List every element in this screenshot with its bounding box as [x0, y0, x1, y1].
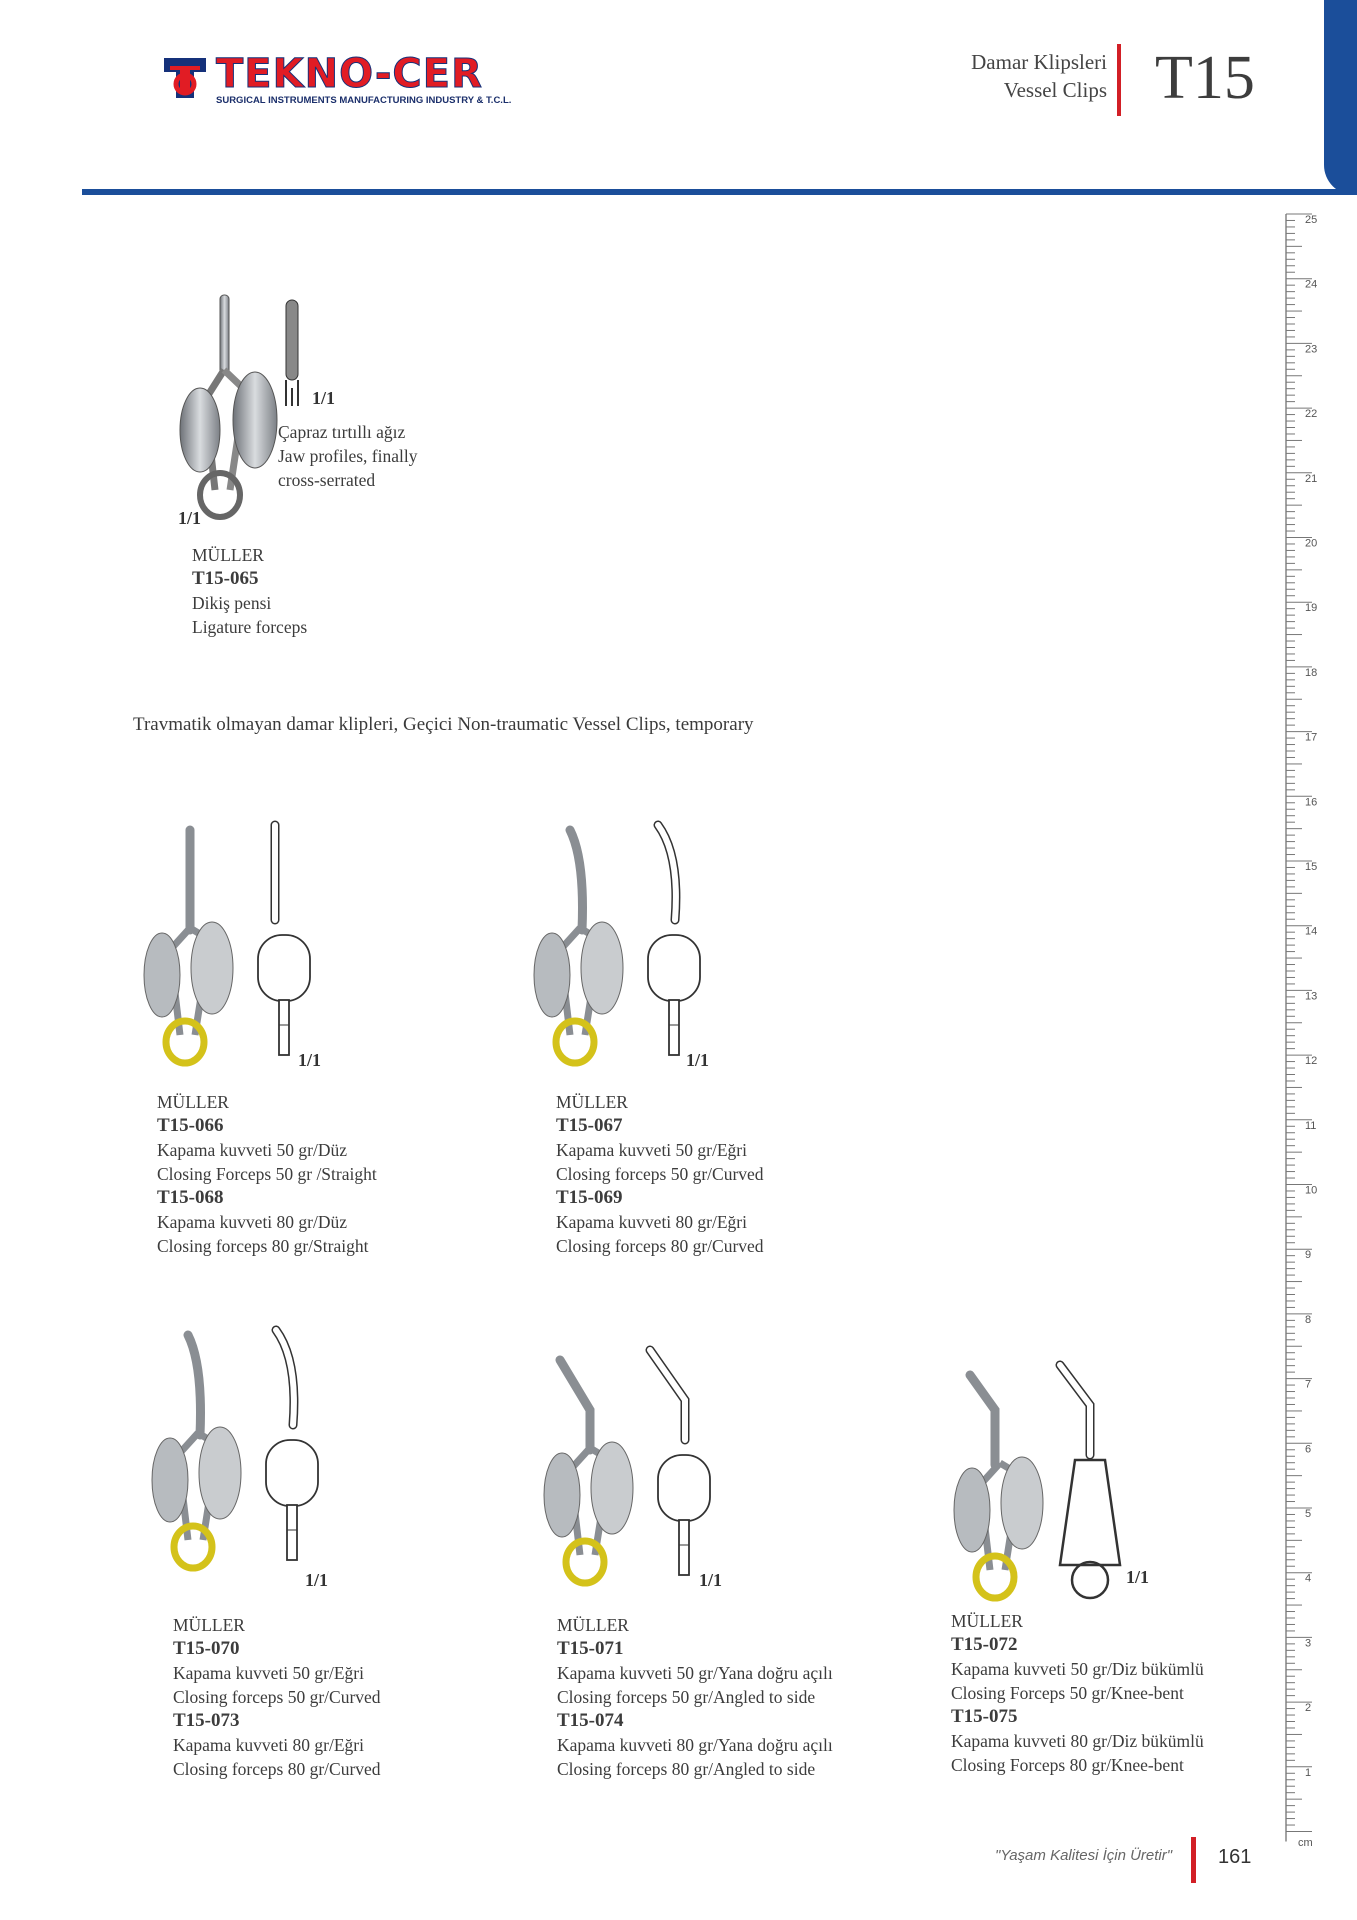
ruler-label: 16: [1305, 796, 1318, 809]
product-description: Closing forceps 80 gr/Angled to side: [557, 1759, 816, 1779]
ruler-label: 9: [1305, 1249, 1312, 1262]
scale-label: 1/1: [699, 1570, 723, 1590]
vessel-clip-image: [148, 1325, 348, 1585]
product-description: Closing forceps 50 gr/Curved: [173, 1687, 381, 1707]
product-maker: MÜLLER: [557, 1615, 629, 1635]
brand-tagline: SURGICAL INSTRUMENTS MANUFACTURING INDUSTRY & T.C.L.: [216, 95, 512, 106]
clip-outline-drawing: [650, 1350, 710, 1575]
product-description: Kapama kuvveti 80 gr/Eğri: [173, 1735, 364, 1755]
ligature-forceps-image: [175, 290, 295, 530]
jaw-profile-note: [278, 420, 417, 492]
ruler-unit: cm: [1298, 1837, 1313, 1849]
product-description: Kapama kuvveti 80 gr/Yana doğru açılı: [557, 1735, 833, 1755]
ruler-label: 13: [1305, 990, 1318, 1003]
ruler-label: 15: [1305, 861, 1318, 873]
jaw-note-line: cross-serrated: [278, 470, 376, 490]
serrated-jaw-detail-image: [282, 298, 302, 408]
ruler-label: 6: [1305, 1443, 1312, 1456]
product-description: Kapama kuvveti 80 gr/Diz bükümlü: [951, 1731, 1204, 1751]
ruler-label: 10: [1305, 1184, 1318, 1197]
ruler-label: 3: [1305, 1637, 1312, 1650]
product-description: Kapama kuvveti 50 gr/Diz bükümlü: [951, 1659, 1204, 1679]
product-description: Closing Forceps 50 gr /Straight: [157, 1164, 377, 1184]
ruler-label: 24: [1305, 278, 1318, 291]
spring-coil: [566, 1541, 604, 1583]
ruler-label: 21: [1305, 472, 1318, 485]
ruler-label: 4: [1305, 1572, 1312, 1585]
vessel-clip-image: [140, 820, 340, 1080]
product-maker: MÜLLER: [173, 1615, 245, 1635]
ruler-label: 7: [1305, 1378, 1312, 1391]
clip-photo: [534, 830, 623, 1063]
product-description: Kapama kuvveti 50 gr/Eğri: [173, 1663, 364, 1683]
scale-label: 1/1: [312, 388, 336, 408]
spring-coil: [976, 1556, 1014, 1598]
header-title-en: Vessel Clips: [1003, 78, 1107, 102]
clip-photo: [152, 1335, 241, 1568]
clip-outline-drawing: [648, 825, 700, 1055]
vessel-clip-image: [540, 1340, 740, 1600]
product-code: T15-073: [173, 1710, 240, 1731]
header-title-tr: Damar Klipsleri: [971, 50, 1107, 74]
product-description: Closing forceps 80 gr/Curved: [556, 1236, 764, 1256]
product-name-en: Ligature forceps: [192, 617, 308, 637]
jaw-note-line: Jaw profiles, finally: [278, 446, 418, 466]
product-code: T15-071: [557, 1638, 624, 1659]
product-code: T15-067: [556, 1115, 623, 1136]
scale-label: 1/1: [178, 508, 202, 528]
header-divider: [1117, 44, 1121, 116]
product-description: Closing forceps 50 gr/Curved: [556, 1164, 764, 1184]
jaw-note-line: Çapraz tırtıllı ağız: [278, 422, 406, 442]
clip-outline-drawing: [1060, 1365, 1120, 1598]
scale-label: 1/1: [305, 1570, 329, 1590]
spring-coil: [166, 1021, 204, 1063]
brand-name: TEKNO-CER: [216, 51, 483, 97]
ruler-label: 12: [1305, 1055, 1318, 1068]
scale-label: 1/1: [686, 1050, 710, 1070]
page-number: 161: [1218, 1846, 1252, 1868]
product-name-tr: Dikiş pensi: [192, 593, 272, 613]
product-maker: MÜLLER: [951, 1611, 1023, 1631]
ruler-label: 25: [1305, 214, 1318, 226]
ruler-label: 11: [1305, 1119, 1317, 1132]
product-code: T15-068: [157, 1187, 224, 1208]
product-code: T15-075: [951, 1706, 1018, 1727]
product-maker: MÜLLER: [192, 545, 264, 565]
clip-photo: [954, 1375, 1043, 1598]
product-caption: [951, 1609, 1204, 1777]
product-description: Kapama kuvveti 50 gr/Yana doğru açılı: [557, 1663, 833, 1683]
vessel-clip-image: [950, 1355, 1150, 1615]
product-maker: MÜLLER: [157, 1092, 229, 1112]
product-description: Kapama kuvveti 50 gr/Eğri: [556, 1140, 747, 1160]
product-code: T15-074: [557, 1710, 624, 1731]
logo-mark-icon: [160, 54, 210, 104]
header-blue-tab: [1324, 0, 1357, 195]
vessel-clip-image: [530, 820, 730, 1080]
ruler-label: 14: [1305, 925, 1318, 938]
clip-photo: [144, 830, 233, 1063]
ruler-label: 19: [1305, 602, 1318, 615]
product-description: Closing Forceps 50 gr/Knee-bent: [951, 1683, 1184, 1703]
ruler-label: 22: [1305, 408, 1318, 421]
ruler-label: 2: [1305, 1702, 1312, 1715]
product-description: Closing forceps 50 gr/Angled to side: [557, 1687, 816, 1707]
brand-logo: [160, 51, 512, 110]
ruler-label: 8: [1305, 1313, 1312, 1326]
footer-divider: [1191, 1837, 1196, 1883]
product-description: Kapama kuvveti 50 gr/Düz: [157, 1140, 348, 1160]
spring-coil: [174, 1526, 212, 1568]
product-caption: [557, 1613, 833, 1781]
cm-ruler: [1282, 214, 1342, 1854]
product-caption: [157, 1090, 377, 1258]
product-code: T15-072: [951, 1634, 1018, 1655]
product-description: Kapama kuvveti 80 gr/Düz: [157, 1212, 348, 1232]
product-description: Closing Forceps 80 gr/Knee-bent: [951, 1755, 1184, 1775]
footer-slogan: "Yaşam Kalitesi İçin Üretir": [995, 1847, 1173, 1864]
header-title: [971, 48, 1107, 104]
section-heading: Travmatik olmayan damar klipleri, Geçici Non-traumatic Vessel Clips, temporary: [133, 714, 754, 735]
clip-outline-drawing: [266, 1330, 318, 1560]
spring-coil: [556, 1021, 594, 1063]
product-maker: MÜLLER: [556, 1092, 628, 1112]
product-description: Closing forceps 80 gr/Straight: [157, 1236, 369, 1256]
product-caption: [173, 1613, 381, 1781]
product-caption: [192, 543, 307, 639]
header-rule: [82, 189, 1357, 195]
product-code: T15-070: [173, 1638, 240, 1659]
ruler-label: 5: [1305, 1508, 1312, 1520]
product-description: Kapama kuvveti 80 gr/Eğri: [556, 1212, 747, 1232]
ruler-label: 1: [1305, 1766, 1312, 1779]
clip-photo: [544, 1360, 633, 1583]
ruler-label: 18: [1305, 666, 1318, 679]
product-code: T15-065: [192, 568, 259, 589]
product-description: Closing forceps 80 gr/Curved: [173, 1759, 381, 1779]
product-code: T15-069: [556, 1187, 623, 1208]
ruler-label: 17: [1305, 731, 1318, 744]
scale-label: 1/1: [1126, 1567, 1150, 1587]
section-code: T15: [1155, 44, 1255, 112]
product-code: T15-066: [157, 1115, 224, 1136]
ruler-label: 20: [1305, 537, 1318, 550]
scale-label: 1/1: [298, 1050, 322, 1070]
ruler-label: 23: [1305, 343, 1318, 356]
product-caption: [556, 1090, 764, 1258]
clip-outline-drawing: [258, 825, 310, 1055]
